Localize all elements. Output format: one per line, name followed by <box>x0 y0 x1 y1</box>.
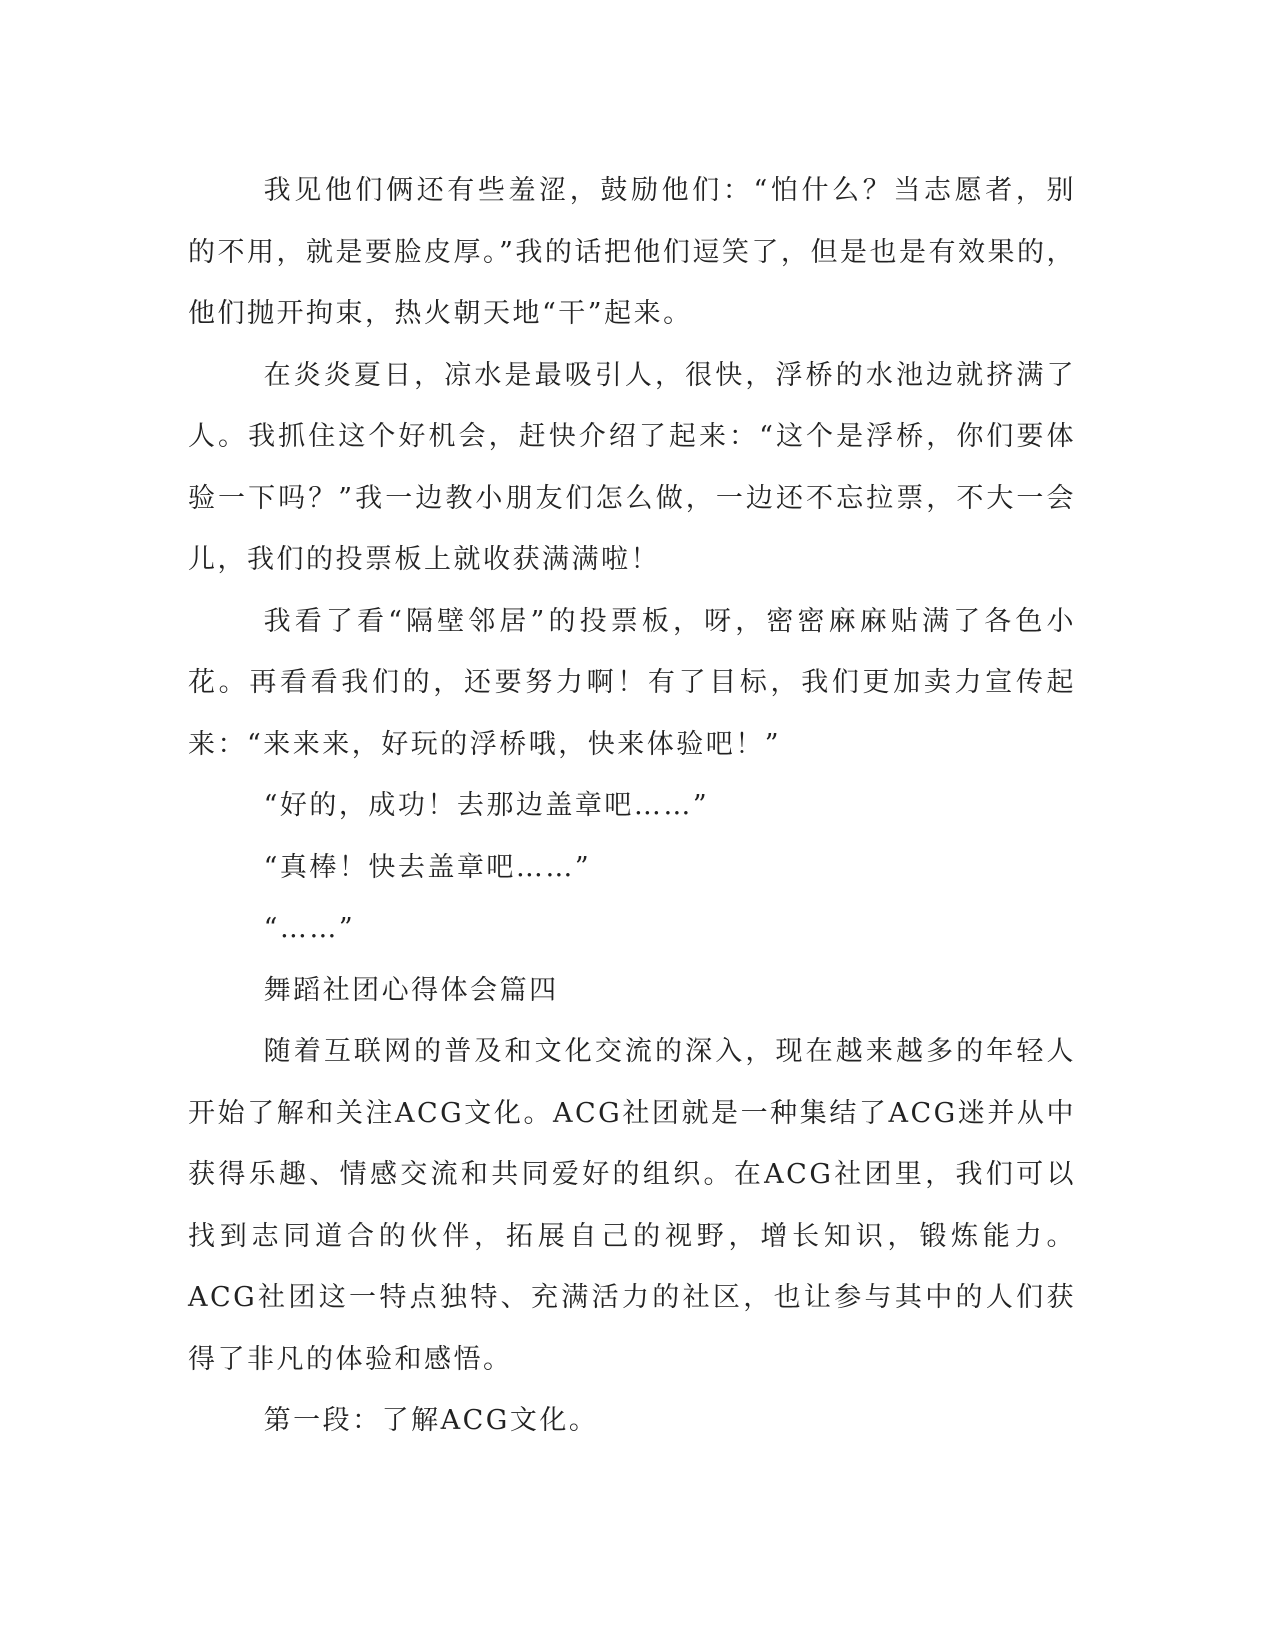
paragraph-pool-crowd: 在炎炎夏日，凉水是最吸引人，很快，浮桥的水池边就挤满了人。我抓住这个好机会，赶快介绍了起来：“这个是浮桥，你们要体验一下吗？”我一边教小朋友们怎么做，一边还不忘拉票，不大一会儿，我们的投票板上就收获满满啦！ <box>188 359 1076 575</box>
paragraph-part-one: 第一段：了解ACG文化。 <box>263 1405 599 1436</box>
paragraph-neighbor-board: 我看了看“隔壁邻居”的投票板，呀，密密麻麻贴满了各色小花。再看看我们的，还要努力啊！有了目标，我们更加卖力宣传起来：“来来来，好玩的浮桥哦，快来体验吧！” <box>188 605 1076 760</box>
paragraph-acg-intro: 随着互联网的普及和文化交流的深入，现在越来越多的年轻人开始了解和关注ACG文化。ACG社团就是一种集结了ACG迷并从中获得乐趣、情感交流和共同爱好的组织。在ACG社团里，我们可以找到志同道合的伙伴，拓展自己的视野，增长知识，锻炼能力。ACG社团这一特点独特、充满活力的社区，也让参与其中的人们获得了非凡的体验和感悟。 <box>188 1036 1076 1375</box>
dialogue-line-success: “好的，成功！去那边盖章吧……” <box>263 790 710 821</box>
dialogue-line-ellipsis: “……” <box>263 913 356 944</box>
section-heading: 舞蹈社团心得体会篇四 <box>263 974 559 1006</box>
dialogue-line-great: “真棒！快去盖章吧……” <box>263 851 592 883</box>
document-body <box>188 160 1076 1452</box>
paragraph-volunteer-encouragement: 我见他们俩还有些羞涩，鼓励他们：“怕什么？当志愿者，别的不用，就是要脸皮厚。”我的话把他们逗笑了，但是也是有效果的，他们抛开拘束，热火朝天地“干”起来。 <box>188 175 1076 329</box>
